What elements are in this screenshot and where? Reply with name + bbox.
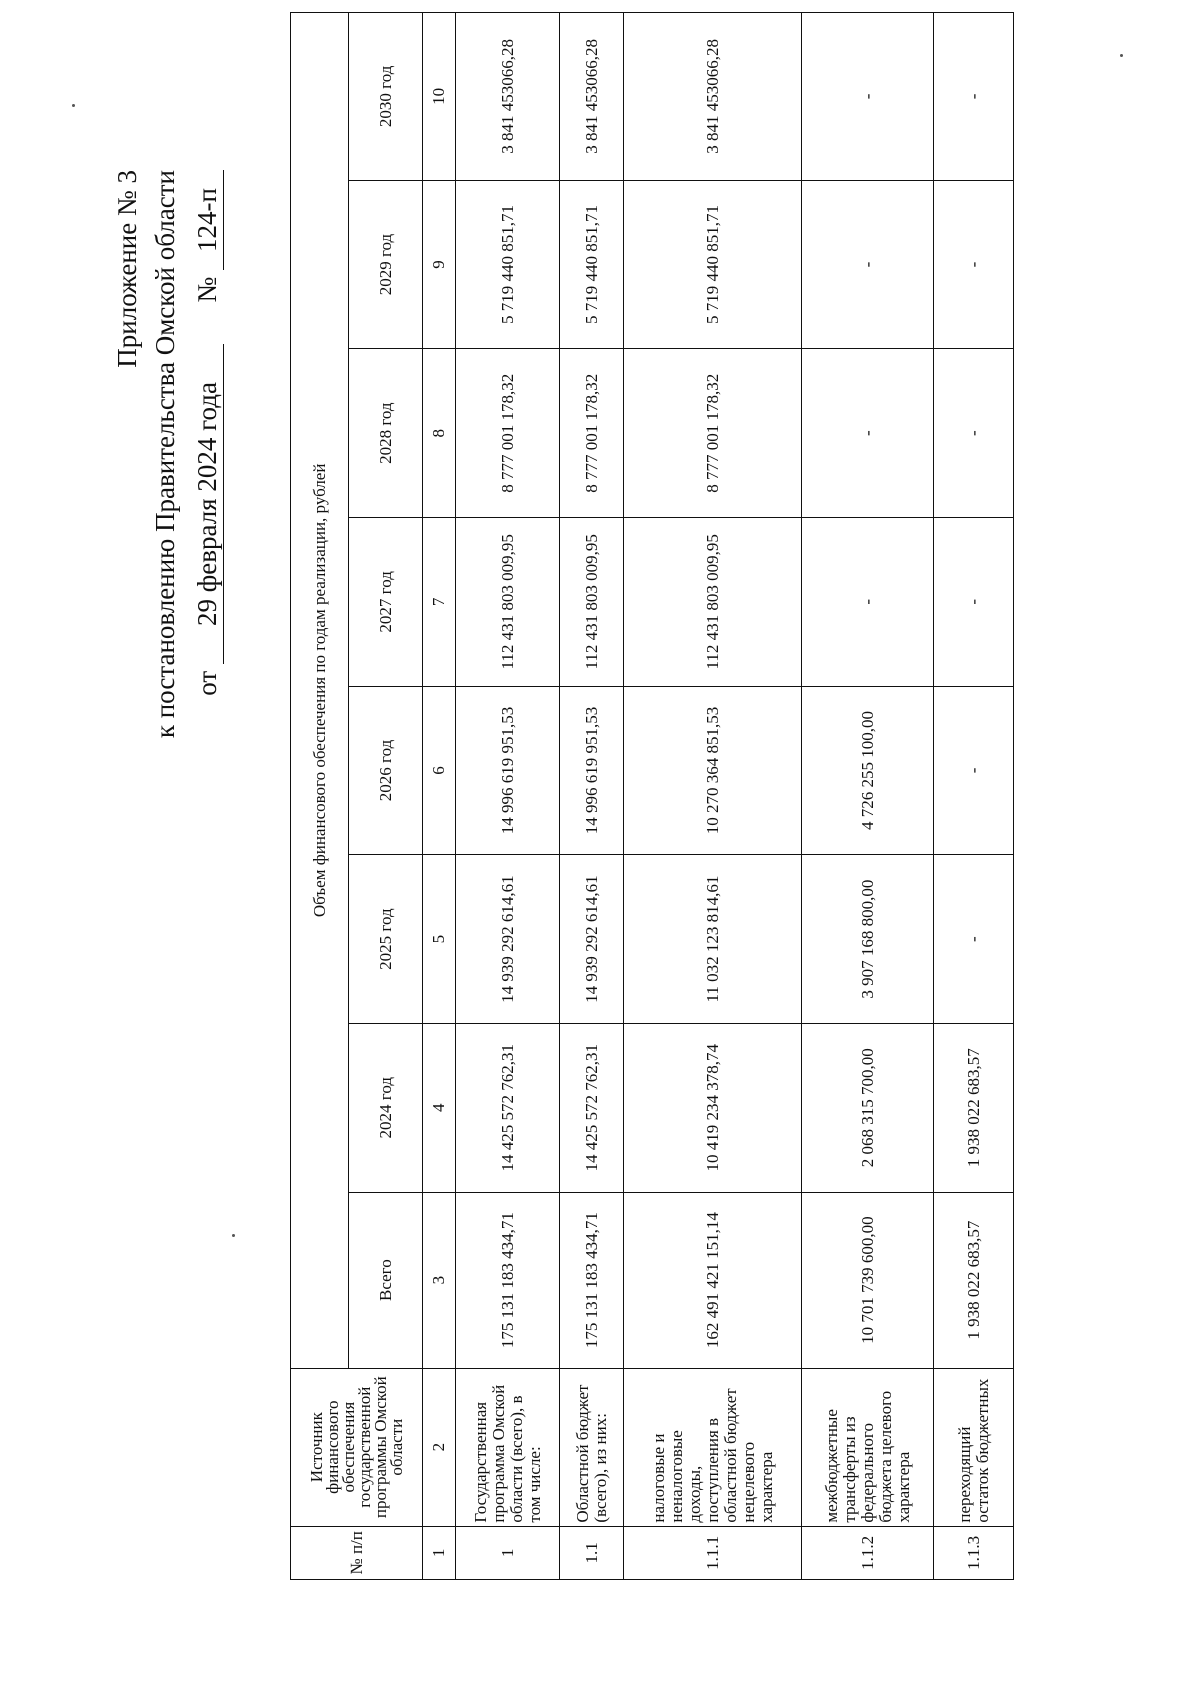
row-value: - [802,13,934,181]
table-row [560,13,624,1580]
col-number: 4 [423,1023,456,1192]
row-value: 1 938 022 683,57 [934,1192,1014,1368]
row-value: - [934,518,1014,687]
row-value: 3 841 453066,28 [560,13,624,181]
row-source: Областной бюджет (всего), из них: [560,1368,624,1526]
row-value: 112 431 803 009,95 [456,518,560,687]
row-value: 14 425 572 762,31 [456,1023,560,1192]
col-year-header: 2026 год [349,686,423,855]
col-number-row [423,13,456,1580]
col-num-header: № п/п [291,1526,423,1579]
resolution-line: к постановлению Правительства Омской области [150,170,180,739]
row-value: 3 841 453066,28 [456,13,560,181]
table-row [624,13,802,1580]
col-number: 8 [423,349,456,518]
row-value: 175 131 183 434,71 [456,1192,560,1368]
col-year-header: 2029 год [349,180,423,349]
col-number: 6 [423,686,456,855]
row-value: - [802,180,934,349]
row-source: межбюджетные трансферты из федерального бюджета целевого характера [802,1368,934,1526]
header-row-2 [349,13,423,1580]
from-label: от [192,670,222,696]
table-row [802,13,934,1580]
row-value: 10 419 234 378,74 [624,1023,802,1192]
col-number: 2 [423,1368,456,1526]
row-value: 1 938 022 683,57 [934,1023,1014,1192]
row-value: 10 270 364 851,53 [624,686,802,855]
appendix-title: Приложение № 3 [112,170,142,368]
col-number: 5 [423,855,456,1024]
row-value: 175 131 183 434,71 [560,1192,624,1368]
row-value: 162 491 421 151,14 [624,1192,802,1368]
row-num: 1.1.2 [802,1526,934,1579]
col-year-header: 2028 год [349,349,423,518]
row-value: 3 907 168 800,00 [802,855,934,1024]
row-num: 1.1.1 [624,1526,802,1579]
col-year-header: 2025 год [349,855,423,1024]
row-num: 1 [456,1526,560,1579]
row-value: 11 032 123 814,61 [624,855,802,1024]
date-number-line [192,170,224,696]
header-row-1 [291,13,349,1580]
table-row [456,13,560,1580]
row-value: 8 777 001 178,32 [624,349,802,518]
row-num: 1.1.3 [934,1526,1014,1579]
row-value: 14 996 619 951,53 [560,686,624,855]
row-value: 112 431 803 009,95 [624,518,802,687]
row-num: 1.1 [560,1526,624,1579]
resolution-number: 124-п [192,170,224,270]
row-value: 14 996 619 951,53 [456,686,560,855]
col-year-header: 2027 год [349,518,423,687]
row-value: 112 431 803 009,95 [560,518,624,687]
number-label: № [192,276,222,303]
col-number: 1 [423,1526,456,1579]
row-value: - [934,349,1014,518]
col-source-header: Источник финансового обеспечения государственной программы Омской области [291,1368,423,1526]
col-total-header: Всего [349,1192,423,1368]
row-value: 2 068 315 700,00 [802,1023,934,1192]
col-number: 9 [423,180,456,349]
col-number: 10 [423,13,456,181]
row-source: переходящий остаток бюджетных [934,1368,1014,1526]
col-year-header: 2030 год [349,13,423,181]
row-value: 5 719 440 851,71 [456,180,560,349]
col-number: 7 [423,518,456,687]
row-value: 5 719 440 851,71 [624,180,802,349]
row-value: 4 726 255 100,00 [802,686,934,855]
resolution-date: 29 февраля 2024 года [192,344,224,664]
row-value: - [802,349,934,518]
row-value: - [934,686,1014,855]
row-value: - [934,855,1014,1024]
financing-table [290,12,1014,1580]
row-value: 14 939 292 614,61 [560,855,624,1024]
row-value: - [802,518,934,687]
scan-speck [232,1234,235,1237]
col-volume-header: Объем финансового обеспечения по годам реализации, рублей [291,13,349,1369]
scan-speck [72,104,75,107]
row-source: Государственная программа Омской области (всего), в том числе: [456,1368,560,1526]
row-value: 14 939 292 614,61 [456,855,560,1024]
table-row [934,13,1014,1580]
row-value: 14 425 572 762,31 [560,1023,624,1192]
row-value: - [934,180,1014,349]
row-value: 5 719 440 851,71 [560,180,624,349]
col-year-header: 2024 год [349,1023,423,1192]
col-number: 3 [423,1192,456,1368]
row-value: - [934,13,1014,181]
row-value: 8 777 001 178,32 [456,349,560,518]
row-value: 3 841 453066,28 [624,13,802,181]
row-value: 8 777 001 178,32 [560,349,624,518]
row-value: 10 701 739 600,00 [802,1192,934,1368]
row-source: налоговые и неналоговые доходы, поступления в областной бюджет нецелевого характера [624,1368,802,1526]
scan-speck [1120,54,1123,57]
